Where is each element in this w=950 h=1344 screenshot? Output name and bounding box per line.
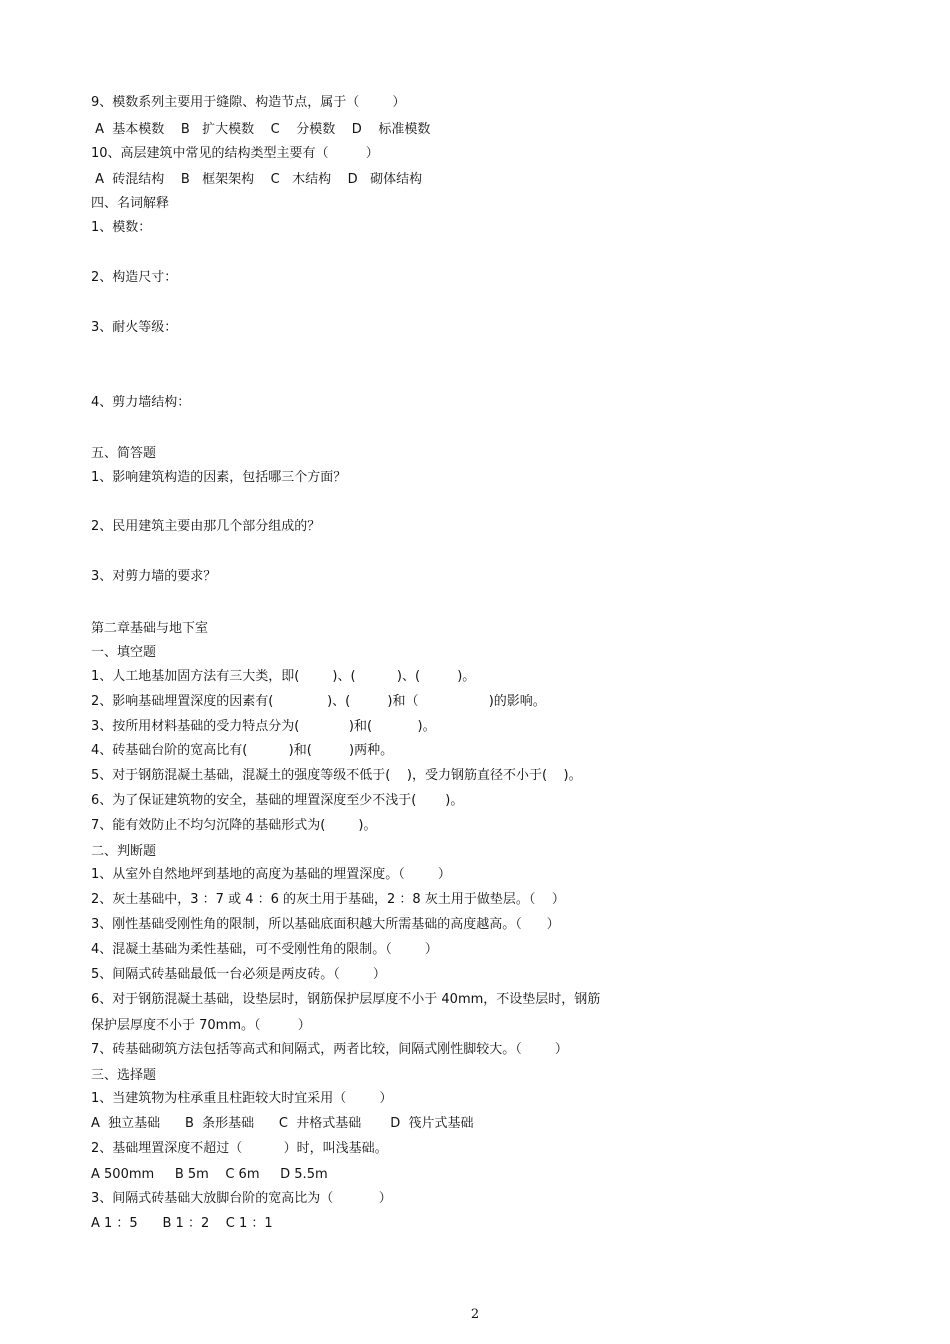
section-heading-true-false: 二、判断题 bbox=[91, 844, 157, 859]
section-heading-short-answer: 五、简答题 bbox=[91, 446, 157, 461]
true-false-4: 4、混凝土基础为柔性基础，可不受刚性角的限制。（ ） bbox=[91, 942, 438, 957]
term-3: 3、耐火等级： bbox=[91, 320, 178, 335]
multiple-choice-3: 3、间隔式砖基础大放脚台阶的宽高比为（ ） bbox=[91, 1191, 392, 1206]
question-10-options: A 砖混结构 B 框架架构 C 木结构 D 砌体结构 bbox=[91, 172, 423, 187]
fill-blank-3: 3、按所用材料基础的受力特点分为( )和( )。 bbox=[91, 719, 436, 734]
true-false-7: 7、砖基础砌筑方法包括等高式和间隔式，两者比较，间隔式刚性脚较大。（ ） bbox=[91, 1042, 568, 1057]
page-number: 2 bbox=[470, 1307, 480, 1322]
multiple-choice-2-options: A 500mm B 5m C 6m D 5.5m bbox=[91, 1167, 328, 1182]
true-false-3: 3、刚性基础受刚性角的限制，所以基础底面积越大所需基础的高度越高。（ ） bbox=[91, 917, 560, 932]
fill-blank-6: 6、为了保证建筑物的安全，基础的埋置深度至少不浅于( )。 bbox=[91, 793, 464, 808]
short-answer-1: 1、影响建筑构造的因素，包括哪三个方面？ bbox=[91, 470, 347, 485]
multiple-choice-2: 2、基础埋置深度不超过（ ）时，叫浅基础。 bbox=[91, 1141, 388, 1156]
section-heading-fill-blank: 一、填空题 bbox=[91, 645, 157, 660]
term-4: 4、剪力墙结构： bbox=[91, 395, 191, 410]
short-answer-3: 3、对剪力墙的要求？ bbox=[91, 569, 217, 584]
fill-blank-7: 7、能有效防止不均匀沉降的基础形式为( )。 bbox=[91, 818, 377, 833]
true-false-5: 5、间隔式砖基础最低一台必须是两皮砖。（ ） bbox=[91, 967, 386, 982]
short-answer-2: 2、民用建筑主要由那几个部分组成的？ bbox=[91, 519, 321, 534]
section-heading-terms: 四、名词解释 bbox=[91, 196, 170, 211]
multiple-choice-3-options: A 1 ：5 B 1 ：2 C 1 ：1 bbox=[91, 1216, 273, 1231]
term-2: 2、构造尺寸： bbox=[91, 270, 178, 285]
section-heading-multiple-choice: 三、选择题 bbox=[91, 1068, 157, 1083]
fill-blank-5: 5、对于钢筋混凝土基础，混凝土的强度等级不低于( )，受力钢筋直径不小于( )。 bbox=[91, 768, 582, 783]
fill-blank-1: 1、人工地基加固方法有三大类，即( )、( )、( )。 bbox=[91, 669, 476, 684]
multiple-choice-1: 1、当建筑物为柱承重且柱距较大时宜采用（ ） bbox=[91, 1091, 393, 1106]
question-10: 10、高层建筑中常见的结构类型主要有（ ） bbox=[91, 146, 379, 161]
chapter-title: 第二章基础与地下室 bbox=[91, 621, 209, 636]
fill-blank-4: 4、砖基础台阶的宽高比有( )和( )两种。 bbox=[91, 743, 394, 758]
question-9-options: A 基本模数 B 扩大模数 C 分模数 D 标准模数 bbox=[91, 122, 431, 137]
true-false-1: 1、从室外自然地坪到基地的高度为基础的埋置深度。（ ） bbox=[91, 867, 451, 882]
term-1: 1、模数： bbox=[91, 220, 152, 235]
true-false-6-continued: 保护层厚度不小于 70mm。（ ） bbox=[91, 1018, 311, 1033]
true-false-6: 6、对于钢筋混凝土基础，设垫层时，钢筋保护层厚度不小于 40mm，不设垫层时，钢筋 bbox=[91, 992, 601, 1007]
true-false-2: 2、灰土基础中，3 ：7 或 4 ：6 的灰土用于基础，2 ：8 灰土用于做垫层。（ ） bbox=[91, 892, 565, 907]
question-9: 9、模数系列主要用于缝隙、构造节点，属于（ ） bbox=[91, 95, 406, 110]
fill-blank-2: 2、影响基础埋置深度的因素有( )、( )和（ )的影响。 bbox=[91, 694, 546, 709]
multiple-choice-1-options: A 独立基础 B 条形基础 C 井格式基础 D 筏片式基础 bbox=[91, 1116, 474, 1131]
